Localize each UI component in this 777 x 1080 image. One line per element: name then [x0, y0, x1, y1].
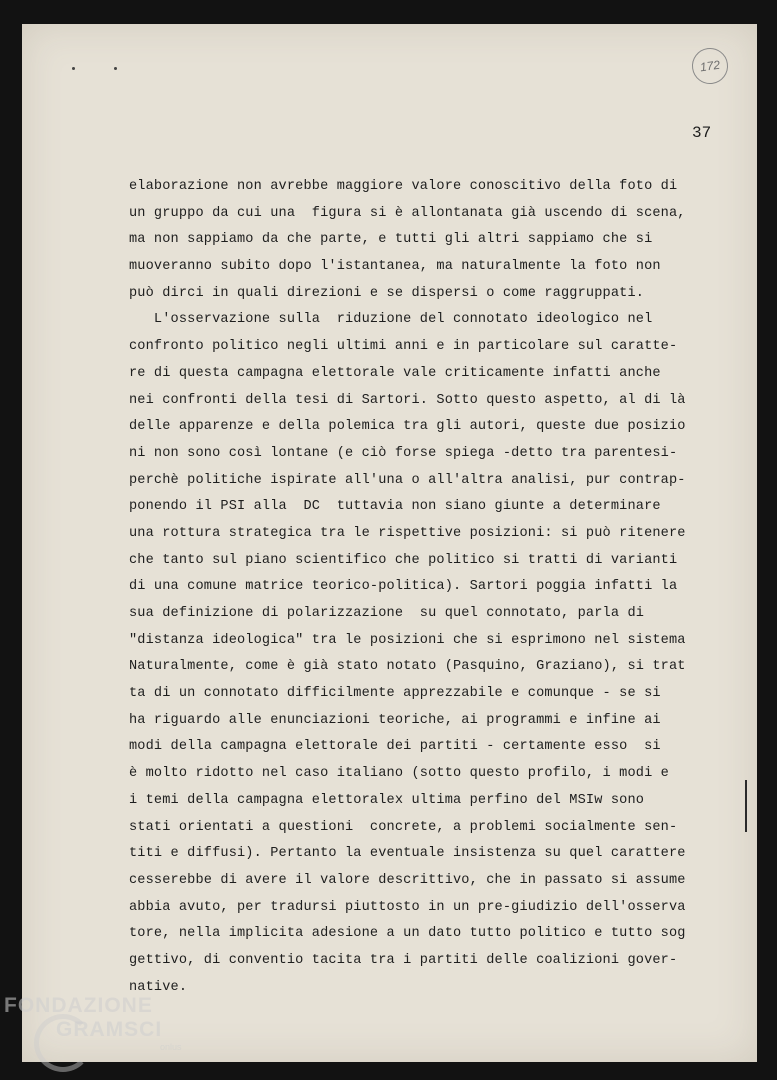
text-line: titi e diffusi). Pertanto la eventuale insistenza su quel carattere — [129, 846, 686, 862]
text-line: ta di un connotato difficilmente apprezzabile e comunque - se si — [129, 686, 661, 702]
text-line: può dirci in quali direzioni e se dispersi o come raggruppati. — [129, 285, 645, 301]
punch-mark — [114, 67, 117, 70]
text-line: gettivo, di conventio tacita tra i partiti delle coalizioni gover- — [129, 952, 678, 968]
typed-body — [129, 174, 741, 1001]
text-line: una rottura strategica tra le rispettive posizioni: si può ritenere — [129, 525, 686, 541]
text-line: muoveranno subito dopo l'istantanea, ma naturalmente la foto non — [129, 259, 661, 275]
margin-mark — [745, 780, 747, 832]
text-line: ponendo il PSI alla DC tuttavia non siano giunte a determinare — [129, 499, 661, 515]
page-number: 37 — [692, 124, 712, 142]
text-line: modi della campagna elettorale dei partiti - certamente esso si — [129, 739, 661, 755]
text-line: sua definizione di polarizzazione su quel connotato, parla di — [129, 606, 645, 621]
watermark-line-3: onlus — [160, 1042, 182, 1052]
text-line: è molto ridotto nel caso italiano (sotto questo profilo, i modi e — [129, 766, 669, 782]
text-line: che tanto sul piano scientifico che politico si tratti di varianti — [129, 552, 678, 568]
text-line: confronto politico negli ultimi anni e in particolare sul caratte- — [129, 339, 678, 355]
text-line: abbia avuto, per tradursi piuttosto in un pre-giudizio dell'osserva — [129, 899, 686, 915]
text-line: un gruppo da cui una figura si è allontanata già uscendo di scena, — [129, 205, 686, 221]
watermark-line-1: FONDAZIONE — [4, 994, 153, 1017]
text-line: Naturalmente, come è già stato notato (Pasquino, Graziano), si trat — [129, 659, 686, 675]
text-line: re di questa campagna elettorale vale criticamente infatti anche — [129, 365, 661, 381]
watermark-ring-icon — [34, 1014, 92, 1072]
text-line: tore, nella implicita adesione a un dato tutto politico e tutto sog — [129, 926, 686, 942]
punch-mark — [72, 67, 75, 70]
text-line: ma non sappiamo da che parte, e tutti gli altri sappiamo che si — [129, 232, 653, 248]
text-line: ha riguardo alle enunciazioni teoriche, ai programmi e infine ai — [129, 712, 661, 728]
text-line: L'osservazione sulla riduzione del connotato ideologico nel — [129, 312, 653, 328]
text-line: stati orientati a questioni concrete, a problemi socialmente sen- — [129, 819, 678, 835]
watermark-line-2: GRAMSCI — [56, 1018, 163, 1041]
text-line: "distanza ideologica" tra le posizioni che si esprimono nel sistema — [129, 632, 686, 648]
text-line: ni non sono così lontane (e ciò forse spiega -detto tra parentesi- — [129, 445, 678, 461]
text-line: delle apparenze e della polemica tra gli autori, queste due posizio — [129, 419, 686, 435]
text-line: nei confronti della tesi di Sartori. Sotto questo aspetto, al di là — [129, 392, 686, 408]
text-line: di una comune matrice teorico-politica). Sartori poggia infatti la — [129, 579, 678, 595]
text-line: cesserebbe di avere il valore descrittivo, che in passato si assume — [129, 872, 686, 888]
text-line: i temi della campagna elettoraleх ultima perfino del MSIw sono — [129, 792, 645, 808]
text-line: native. — [129, 979, 188, 995]
text-line: perchè politiche ispirate all'una o all'altra analisi, pur contrap- — [129, 472, 686, 488]
text-line: elaborazione non avrebbe maggiore valore conoscitivo della foto di — [129, 179, 678, 194]
archive-stamp-number: 172 — [699, 57, 721, 75]
watermark-logo — [4, 994, 182, 1052]
